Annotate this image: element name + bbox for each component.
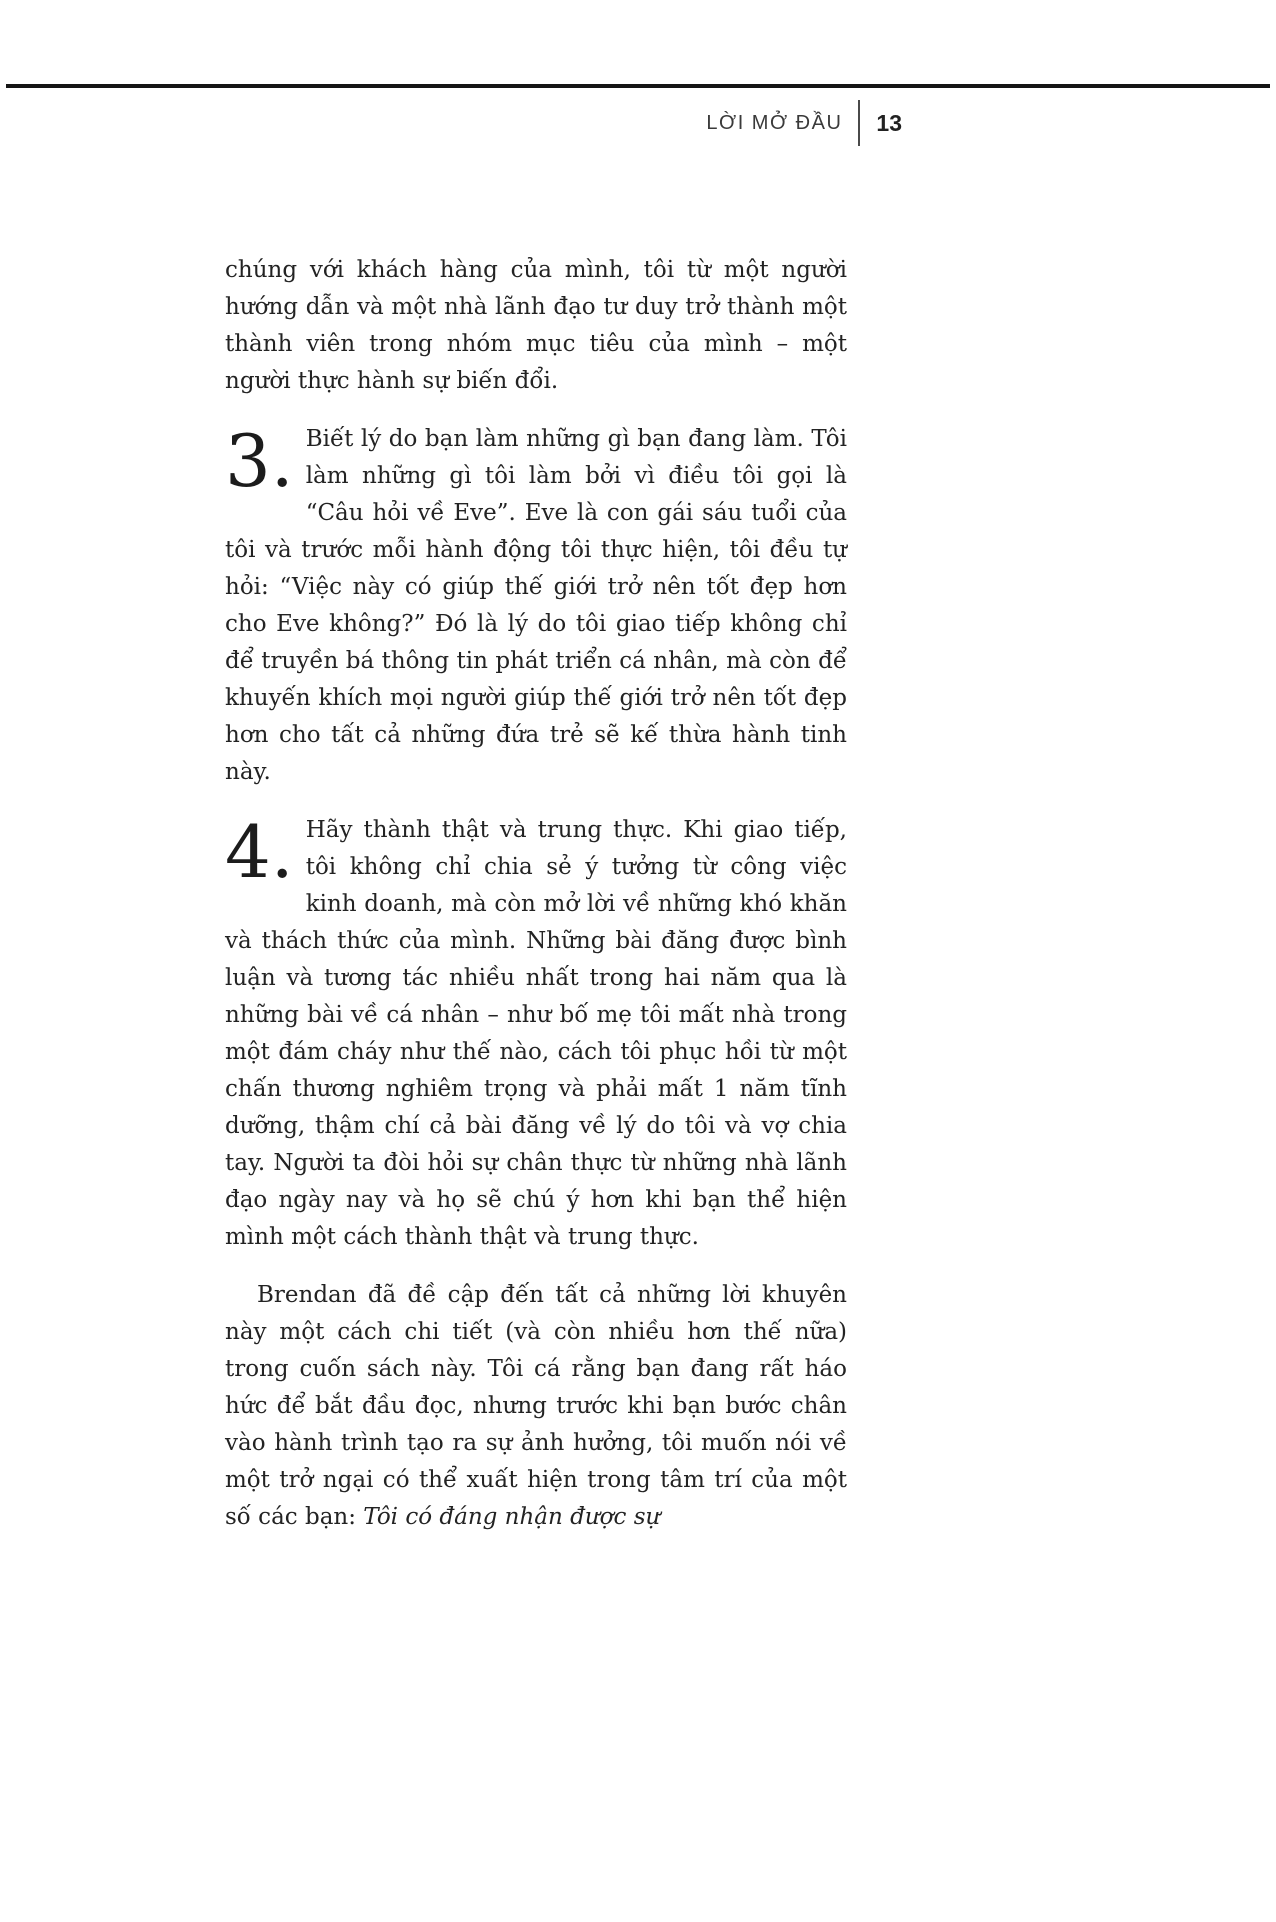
paragraph-item-3 [225,421,847,791]
chapter-title: LỜI MỞ ĐẦU [706,111,843,134]
top-rule [6,84,1270,88]
item-3-text: Biết lý do bạn làm những gì bạn đang làm. Tôi làm những gì tôi làm bởi vì điều tôi gọi là “Câu hỏi về Eve”. Eve là con gái sáu tuổi của tôi và trước mỗi hành động tôi thực hiện, tôi đều tự hỏi: “Việc này có giúp thế giới trở nên tốt đẹp hơn cho Eve không?” Đó là lý do tôi giao tiếp không chỉ để truyền bá thông tin phát triển cá nhân, mà còn để khuyến khích mọi người giúp thế giới trở nên tốt đẹp hơn cho tất cả những đứa trẻ sẽ kế thừa hành tinh này. [225,426,847,785]
page-content [225,252,847,1557]
page-number: 13 [876,109,902,136]
paragraph-closing [225,1277,847,1536]
closing-text: Brendan đã đề cập đến tất cả những lời khuyên này một cách chi tiết (và còn nhiều hơn thế nữa) trong cuốn sách này. Tôi cá rằng bạn đang rất háo hức để bắt đầu đọc, nhưng trước khi bạn bước chân vào hành trình tạo ra sự ảnh hưởng, tôi muốn nói về một trở ngại có thể xuất hiện trong tâm trí của một số các bạn: [225,1282,847,1530]
running-header [0,100,902,146]
paragraph-intro [225,252,847,400]
item-3-drop-number: 3. [225,419,294,503]
item-4-drop-number: 4. [225,810,294,894]
paragraph-intro-text: chúng với khách hàng của mình, tôi từ một người hướng dẫn và một nhà lãnh đạo tư duy trở thành một thành viên trong nhóm mục tiêu của mình – một người thực hành sự biến đổi. [225,257,847,394]
closing-italic-text: Tôi có đáng nhận được sự [363,1504,661,1530]
paragraph-item-4 [225,812,847,1256]
header-divider [858,100,860,146]
item-4-text: Hãy thành thật và trung thực. Khi giao tiếp, tôi không chỉ chia sẻ ý tưởng từ công việc kinh doanh, mà còn mở lời về những khó khăn và thách thức của mình. Những bài đăng được bình luận và tương tác nhiều nhất trong hai năm qua là những bài về cá nhân – như bố mẹ tôi mất nhà trong một đám cháy như thế nào, cách tôi phục hồi từ một chấn thương nghiêm trọng và phải mất 1 năm tĩnh dưỡng, thậm chí cả bài đăng về lý do tôi và vợ chia tay. Người ta đòi hỏi sự chân thực từ những nhà lãnh đạo ngày nay và họ sẽ chú ý hơn khi bạn thể hiện mình một cách thành thật và trung thực. [225,817,847,1250]
